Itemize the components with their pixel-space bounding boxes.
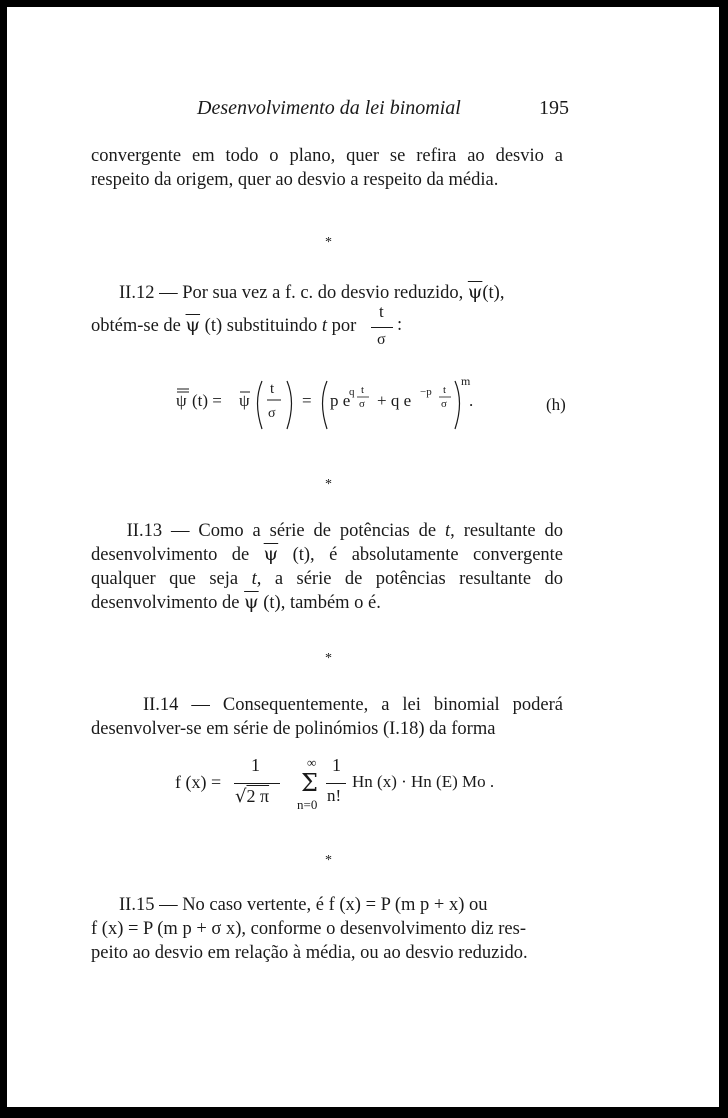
section-ii12-line1: II.12 — Por sua vez a f. c. do desvio reduzido, $\overline{\psi}(t)$,	[119, 282, 505, 303]
colon: :	[397, 315, 403, 335]
svg-text:(t) =: (t) =	[192, 391, 222, 410]
sqrt-denominator: √2 π	[235, 786, 270, 807]
separator-asterisk: *	[325, 651, 332, 666]
n-factorial: n!	[327, 786, 342, 805]
psi-symbol: $\overline{\psi}$	[263, 544, 279, 565]
equation-lhs: f (x) =	[175, 772, 222, 792]
section-ii13-paragraph: II.13 — Como a série de potências de t, resultante do desenvolvimento de $\overline{\psi}$ (t), é absolutamente convergente qualquer que seja t, a série de potências resultante do desenvolvimento de $\overline{\psi}$ (t), também o é.	[91, 521, 564, 613]
svg-text:−p: −p	[420, 386, 432, 398]
equation-h	[167, 367, 587, 447]
svg-text:t: t	[443, 384, 447, 396]
section-ii12-line2: obtém-se de $\overline{\psi}$ (t) substituindo t por	[91, 315, 357, 336]
psi-bar-symbol: $\overline{\psi}$	[467, 282, 483, 303]
svg-text:σ: σ	[441, 398, 447, 410]
svg-text:ψ: ψ	[176, 391, 187, 410]
psi-bar-symbol: $\overline{\psi}$	[244, 592, 259, 613]
page-number: 195	[539, 97, 569, 119]
paragraph-convergente: convergente em todo o plano, quer se refira ao desvio a respeito da origem, quer ao desvio a respeito da média.	[91, 146, 563, 190]
running-header: Desenvolvimento da lei binomial	[197, 97, 461, 119]
fraction-bar	[234, 783, 280, 784]
fraction-t-numerator: t	[379, 302, 384, 321]
svg-text:ψ: ψ	[239, 391, 250, 410]
book-page	[7, 7, 719, 1107]
sum-symbol: Σ	[301, 769, 318, 797]
fraction-bar	[371, 327, 393, 328]
svg-text:σ: σ	[359, 398, 365, 410]
equation-tail: Hn (x) · Hn (E) Mo .	[352, 772, 495, 791]
separator-asterisk: *	[325, 477, 332, 492]
svg-text:p e: p e	[330, 391, 351, 410]
separator-asterisk: *	[325, 235, 332, 250]
svg-text:t: t	[361, 384, 365, 396]
fraction-one: 1	[251, 755, 260, 775]
sum-lower-limit: n=0	[297, 797, 318, 812]
sum-upper-limit: ∞	[307, 755, 317, 770]
section-ii15-line3: peito ao desvio em relação à média, ou ao desvio reduzido.	[91, 943, 528, 963]
svg-text:t: t	[270, 381, 275, 397]
svg-text:m: m	[461, 374, 471, 388]
separator-asterisk: *	[325, 853, 332, 868]
fraction-bar	[326, 783, 346, 784]
svg-text:=: =	[302, 391, 312, 410]
fraction-one-n: 1	[332, 755, 341, 775]
svg-text:σ: σ	[268, 406, 276, 421]
equation-label-h: (h)	[546, 395, 566, 414]
section-ii15-line1: II.15 — No caso vertente, é f (x) = P (m p + x) ou	[119, 895, 488, 915]
section-ii15-line2: f (x) = P (m p + σ x), conforme o desenvolvimento diz res-	[91, 919, 526, 939]
fraction-sigma-denominator: σ	[377, 331, 386, 348]
section-ii14-paragraph: II.14 — Consequentemente, a lei binomial poderá desenvolver-se em série de polinómios (I.18) da forma	[91, 695, 563, 739]
svg-text:+ q e: + q e	[377, 391, 412, 410]
psi-symbol: $\overline{\psi}$	[185, 315, 201, 336]
svg-text:.: .	[469, 391, 474, 410]
svg-text:q: q	[349, 386, 355, 398]
